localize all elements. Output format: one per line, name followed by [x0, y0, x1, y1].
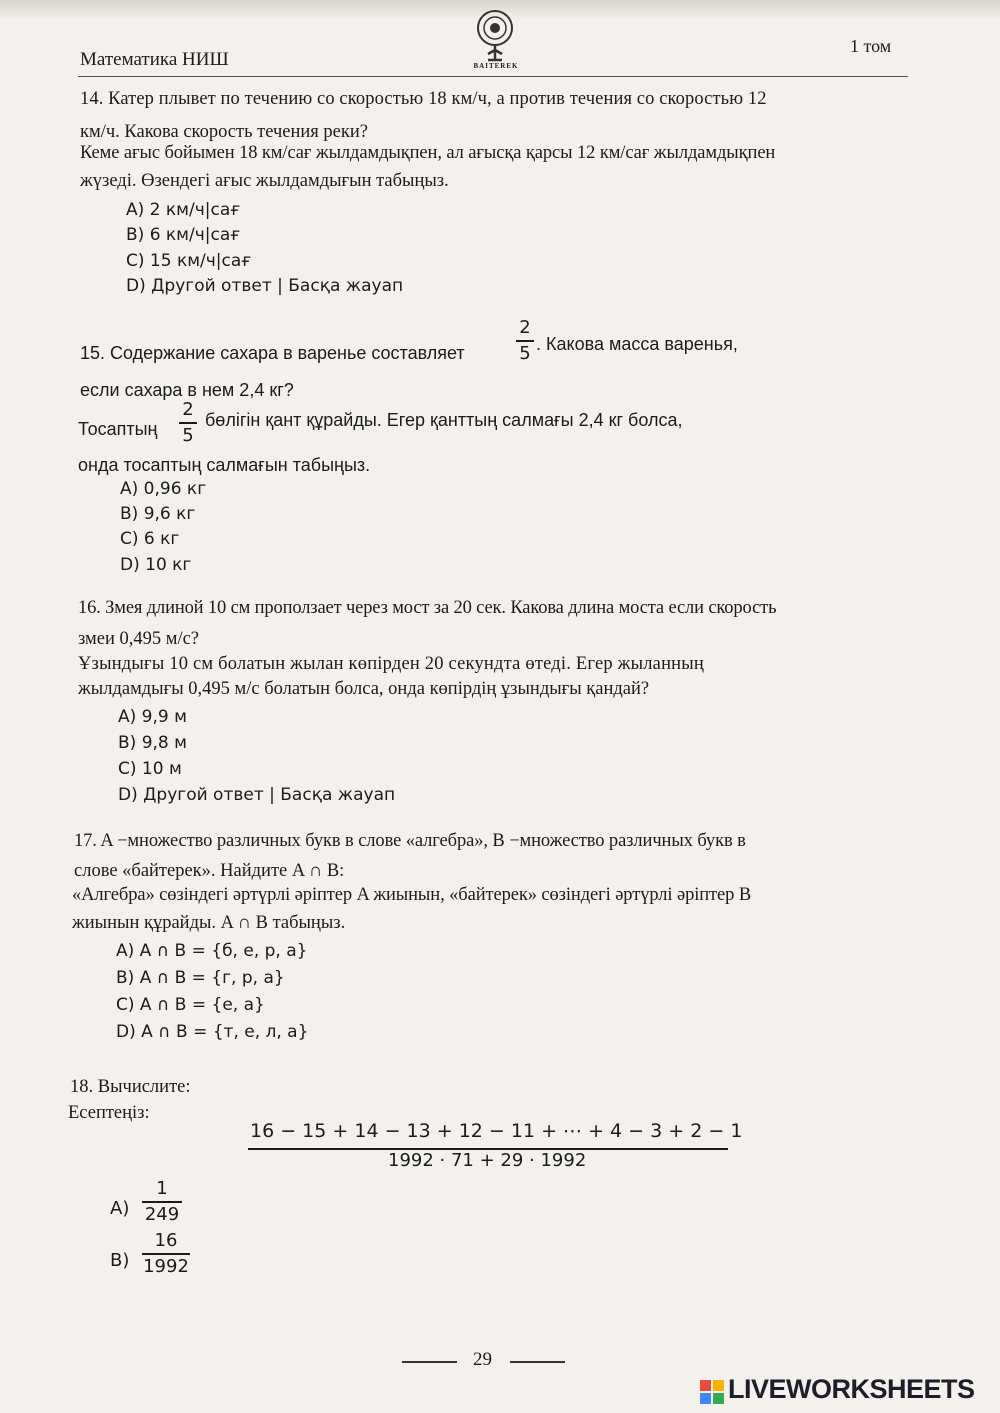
q16-kz-line1: Ұзындығы 10 см болатын жылан көпірден 20 секундта өтеді. Егер жыланның — [78, 654, 705, 674]
q15-frac-den: 5 — [519, 342, 531, 364]
q14-kz-line1: Кеме ағыс бойымен 18 км/сағ жылдамдықпен, ал ағысқа қарсы 12 км/сағ жылдамдықпен — [80, 143, 776, 163]
footer-dash-right — [510, 1361, 565, 1363]
q15-ru-line2: если сахара в нем 2,4 кг? — [80, 380, 294, 400]
q14-ru-line1: 14. Катер плывет по течению со скоростью 18 км/ч, а против течения со скоростью 12 — [80, 89, 767, 109]
page-number: 29 — [473, 1349, 492, 1370]
q18-ru-line: 18. Вычислите: — [70, 1077, 191, 1097]
q18-denominator: 1992 · 71 + 29 · 1992 — [388, 1150, 587, 1171]
q15-kz-line1-start: Тосаптың — [78, 419, 158, 439]
q18-option-a-label: A) — [110, 1198, 130, 1219]
q15-kz-line2: онда тосаптың салмағын табыңыз. — [78, 455, 371, 475]
q14-option-a: A) 2 км/ч|сағ — [126, 200, 241, 220]
header-volume: 1 том — [850, 36, 892, 56]
fraction-bar — [516, 340, 534, 342]
q18-kz-line: Есептеңіз: — [68, 1103, 150, 1123]
fraction-bar — [142, 1253, 190, 1255]
q17-kz-line2: жиынын құрайды. A ∩ B табыңыз. — [72, 913, 346, 933]
liveworksheets-logo-icon — [700, 1380, 724, 1404]
fraction-bar — [142, 1201, 182, 1203]
q18-option-a-den: 249 — [144, 1203, 180, 1225]
q16-option-b: B) 9,8 м — [118, 733, 187, 753]
q17-kz-line1: «Алгебра» сөзіндегі әртүрлі әріптер A жиынын, «байтерек» сөзіндегі әртүрлі әріптер B — [72, 885, 752, 905]
q17-option-c: C) A ∩ B = {е, а} — [116, 995, 265, 1015]
q15-fraction-ru — [516, 317, 534, 365]
q15-fraction-kz — [179, 399, 197, 447]
q15-ru-line1: 15. Содержание сахара в варенье составляет — [80, 343, 465, 363]
q15-frac-num-kz: 2 — [182, 399, 194, 420]
q16-ru-line1: 16. Змея длиной 10 см проползает через мост за 20 сек. Какова длина моста если скорость — [78, 598, 777, 618]
q15-option-d: D) 10 кг — [120, 555, 192, 575]
header-divider — [78, 76, 908, 77]
q17-ru-line2: слове «байтерек». Найдите A ∩ B: — [74, 861, 345, 881]
q15-frac-den-kz: 5 — [182, 424, 194, 446]
q18-option-b-den: 1992 — [143, 1255, 189, 1277]
q16-option-c: C) 10 м — [118, 759, 182, 779]
q15-option-a: A) 0,96 кг — [120, 479, 207, 499]
q15-kz-line1-end: бөлігін қант құрайды. Егер қанттың салмағы 2,4 кг болса, — [205, 410, 683, 430]
q14-ru-line2: км/ч. Какова скорость течения реки? — [80, 122, 368, 142]
q14-kz-line2: жүзеді. Өзендегі ағыс жылдамдығын табыңыз. — [80, 171, 449, 191]
q16-option-d: D) Другой ответ | Басқа жауап — [118, 785, 396, 805]
q14-option-c: C) 15 км/ч|сағ — [126, 251, 252, 271]
q14-option-b: B) 6 км/ч|сағ — [126, 225, 241, 245]
q15-ru-line1-end: . Какова масса варенья, — [536, 334, 738, 354]
q15-option-b: B) 9,6 кг — [120, 504, 196, 524]
q15-frac-num: 2 — [519, 317, 531, 338]
q14-option-d: D) Другой ответ | Басқа жауап — [126, 276, 404, 296]
q17-option-a: A) A ∩ B = {б, е, р, а} — [116, 941, 308, 961]
q18-option-a-num: 1 — [156, 1178, 168, 1199]
q16-option-a: A) 9,9 м — [118, 707, 187, 727]
q15-option-c: C) 6 кг — [120, 529, 180, 549]
liveworksheets-watermark: LIVEWORKSHEETS — [728, 1374, 975, 1404]
q16-kz-line2: жылдамдығы 0,495 м/с болатын болса, онда көпірдің ұзындығы қандай? — [78, 679, 650, 699]
q17-option-b: B) A ∩ B = {г, р, а} — [116, 968, 285, 988]
header-subject: Математика НИШ — [80, 49, 229, 70]
logo-text: BAITEREK — [473, 62, 519, 70]
q17-ru-line1: 17. A −множество различных букв в слове «алгебра», B −множество различных букв в — [74, 831, 746, 851]
q16-ru-line2: змеи 0,495 м/с? — [78, 629, 200, 649]
fraction-bar — [179, 422, 197, 424]
footer-dash-left — [402, 1361, 457, 1363]
q18-option-a-fraction — [142, 1178, 182, 1226]
q17-option-d: D) A ∩ B = {т, е, л, а} — [116, 1022, 309, 1042]
q18-option-b-fraction — [142, 1230, 190, 1278]
q18-numerator: 16 − 15 + 14 − 13 + 12 − 11 + ⋯ + 4 − 3 + 2 − 1 — [250, 1120, 743, 1142]
q18-option-b-label: B) — [110, 1250, 130, 1271]
q18-option-b-num: 16 — [154, 1230, 178, 1251]
baiterek-tree-logo-icon — [464, 6, 526, 70]
